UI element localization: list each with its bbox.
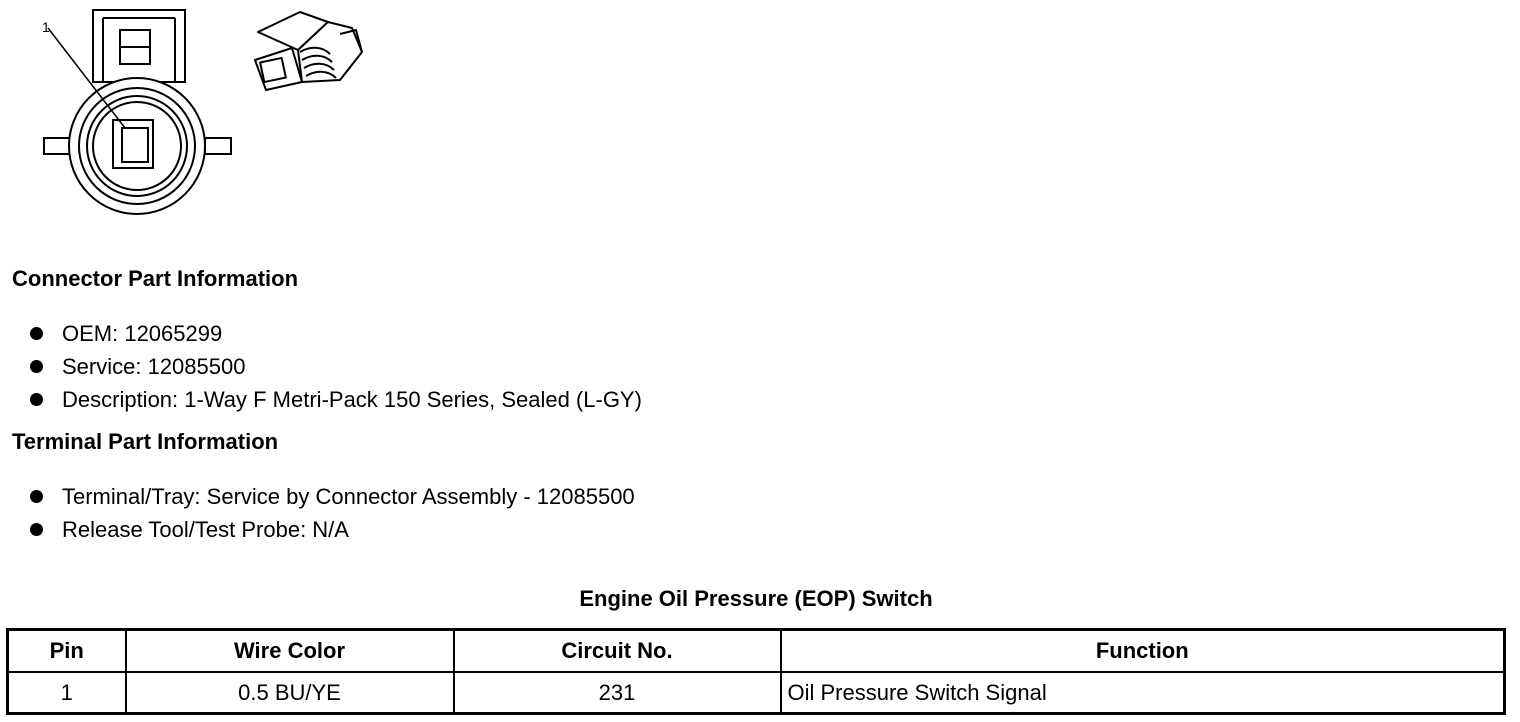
connector-info-list [30,317,642,416]
column-header-pin: Pin [8,630,126,673]
list-item: OEM: 12065299 [30,317,642,350]
pinout-table [6,628,1506,715]
pin-callout-label: 1 [42,19,50,35]
cell-function: Oil Pressure Switch Signal [781,672,1505,714]
connector-illustration [0,0,380,225]
list-item: Description: 1-Way F Metri-Pack 150 Series, Sealed (L-GY) [30,383,642,416]
column-header-circuit-no: Circuit No. [454,630,781,673]
connector-info-heading: Connector Part Information [12,266,299,291]
bullet-icon [30,523,43,536]
cell-pin: 1 [8,672,126,714]
cell-circuit-no: 231 [454,672,781,714]
bullet-icon [30,327,43,340]
table-title: Engine Oil Pressure (EOP) Switch [579,586,933,611]
list-item: Service: 12085500 [30,350,642,383]
table-header-row [8,630,1505,673]
column-header-function: Function [781,630,1505,673]
bullet-icon [30,393,43,406]
column-header-wire-color: Wire Color [126,630,454,673]
list-item: Release Tool/Test Probe: N/A [30,513,635,546]
table-row [8,672,1505,714]
list-item: Terminal/Tray: Service by Connector Assembly - 12085500 [30,480,635,513]
bullet-icon [30,360,43,373]
bullet-icon [30,490,43,503]
terminal-info-list [30,480,635,546]
terminal-info-heading: Terminal Part Information [12,429,279,454]
cell-wire-color: 0.5 BU/YE [126,672,454,714]
